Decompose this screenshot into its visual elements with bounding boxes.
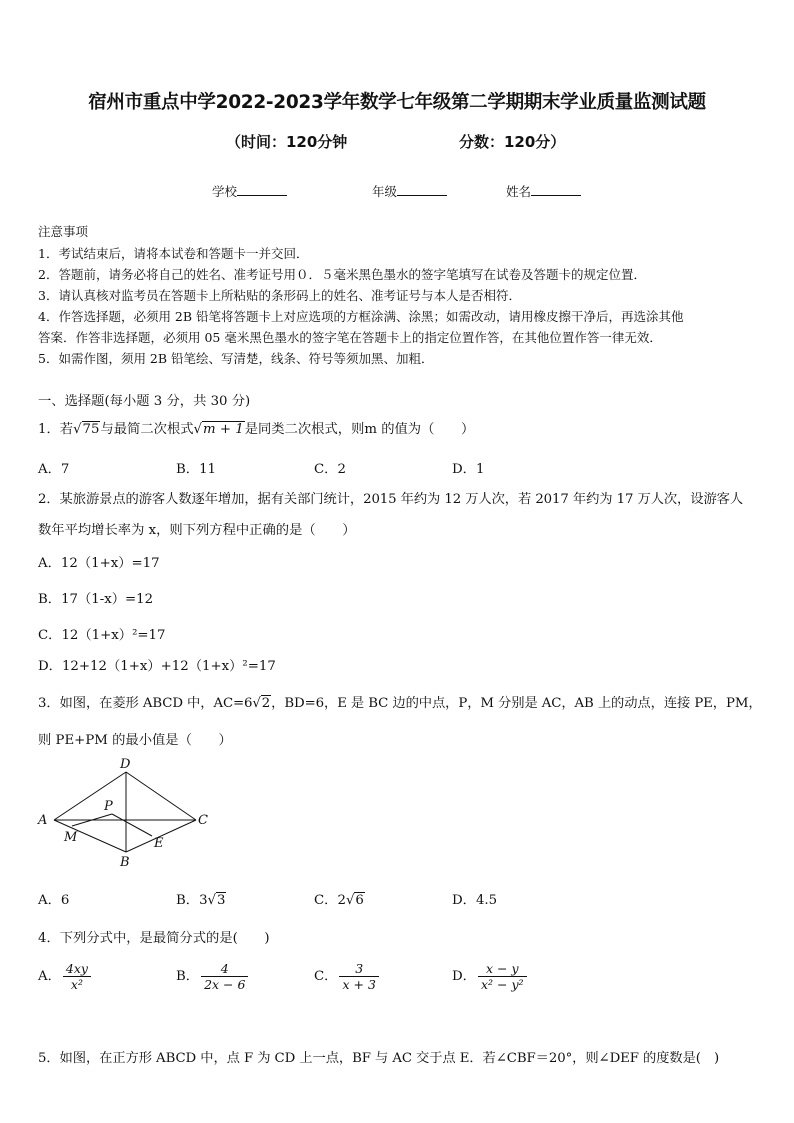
q4-d-label: D． xyxy=(452,969,476,984)
question-3-line-1: 3．如图，在菱形 ABCD 中，AC=6√2，BD=6，E 是 BC 边的中点，P，M 分别是 AC，AB 上的动点，连接 PE，PM， xyxy=(38,696,762,711)
question-3-line-2: 则 PE+PM 的最小值是（ ） xyxy=(38,733,232,748)
q4-a-label: A． xyxy=(38,969,61,984)
q1-option-c[interactable]: C．2 xyxy=(314,462,346,477)
question-5-stem: 5．如图，在正方形 ABCD 中，点 F 为 CD 上一点，BF 与 AC 交于点 E．若∠CBF＝20°，则∠DEF 的度数是( ) xyxy=(38,1051,720,1066)
q1-radicand-2: m + 1 xyxy=(203,422,244,437)
edge-DC xyxy=(126,772,196,820)
label-E: E xyxy=(154,836,164,851)
name-field xyxy=(506,182,581,200)
q3-option-b-label: B．3 xyxy=(176,893,208,908)
q3-text-a: 3．如图，在菱形 ABCD 中，AC=6 xyxy=(38,696,253,711)
grade-label: 年级 xyxy=(372,184,398,199)
question-2-line-1: 2．某旅游景点的游客人数逐年增加，据有关部门统计，2015 年约为 12 万人次，若 2017 年约为 17 万人次，设游客人 xyxy=(38,492,744,507)
q3-option-b[interactable]: B．3√3 xyxy=(176,893,226,908)
q1-prefix: 1．若 xyxy=(38,422,74,437)
label-D: D xyxy=(120,757,131,772)
label-A: A xyxy=(38,813,48,828)
q2-option-d[interactable]: D．12+12（1+x）+12（1+x）²=17 xyxy=(38,659,276,674)
page-title: 宿州市重点中学2022-2023学年数学七年级第二学期期末学业质量监测试题 xyxy=(88,92,706,113)
q3-option-c-label: C．2 xyxy=(314,893,346,908)
note-item: 2．答题前，请务必将自己的姓名、准考证号用０．５毫米黑色墨水的签字笔填写在试卷及答题卡的规定位置． xyxy=(38,267,646,282)
numerator: 4xy xyxy=(63,961,91,977)
note-item: 5．如需作图，须用 2B 铅笔绘、写清楚，线条、符号等须加黑、加粗． xyxy=(38,351,434,366)
question-1-stem: 1．若√75与最简二次根式√m + 1是同类二次根式，则m 的值为（ ） xyxy=(38,422,475,437)
fraction xyxy=(478,961,527,992)
segment-PE xyxy=(112,814,152,836)
school-field xyxy=(212,182,287,200)
label-M: M xyxy=(64,830,78,845)
label-C: C xyxy=(198,813,208,828)
denominator: x + 3 xyxy=(342,977,376,992)
q1-option-d[interactable]: D．1 xyxy=(452,462,485,477)
note-item: 答案．作答非选择题，必须用 05 毫米黑色墨水的签字笔在答题卡上的指定位置作答，在其他位置作答一律无效． xyxy=(38,330,662,345)
name-blank xyxy=(531,183,581,196)
score-info: 分数：120分） xyxy=(459,133,566,151)
q4-option-b[interactable] xyxy=(176,961,250,992)
q1-option-a[interactable]: A．7 xyxy=(38,462,70,477)
q4-b-label: B． xyxy=(176,969,200,984)
note-item: 1．考试结束后，请将本试卷和答题卡一并交回． xyxy=(38,246,309,261)
denominator: 2x − 6 xyxy=(204,977,246,992)
q1-radicand-1: 75 xyxy=(82,422,100,437)
label-P: P xyxy=(104,799,113,814)
denominator: x² xyxy=(70,977,83,992)
q1-option-b[interactable]: B．11 xyxy=(176,462,216,477)
fraction xyxy=(201,961,248,992)
edge-AD xyxy=(54,772,126,820)
q4-option-d[interactable] xyxy=(452,961,529,992)
note-item: 4．作答选择题，必须用 2B 铅笔将答题卡上对应选项的方框涂满、涂黑；如需改动，请用橡皮擦干净后，再选涂其他 xyxy=(38,309,684,324)
question-4-stem: 4．下列分式中，是最简分式的是( ) xyxy=(38,931,270,946)
q2-option-a[interactable]: A．12（1+x）=17 xyxy=(38,556,160,571)
section-heading: 一、选择题(每小题 3 分，共 30 分) xyxy=(38,394,251,409)
denominator: x² − y² xyxy=(480,977,524,992)
numerator: 4 xyxy=(201,961,248,977)
name-label: 姓名 xyxy=(506,184,532,199)
q4-c-label: C． xyxy=(314,969,338,984)
q3-option-c-radicand: 6 xyxy=(355,893,364,908)
question-2-line-2: 数年平均增长率为 x，则下列方程中正确的是（ ） xyxy=(38,523,356,538)
q2-option-b[interactable]: B．17（1-x）=12 xyxy=(38,592,154,607)
grade-blank xyxy=(397,183,447,196)
school-blank xyxy=(237,183,287,196)
fraction xyxy=(63,961,91,992)
numerator: x − y xyxy=(478,961,527,977)
note-item: 3．请认真核对监考员在答题卡上所粘贴的条形码上的姓名、准考证号与本人是否相符． xyxy=(38,288,521,303)
q3-option-a[interactable]: A．6 xyxy=(38,893,70,908)
fraction xyxy=(339,961,378,992)
numerator: 3 xyxy=(339,961,378,977)
q3-option-b-radicand: 3 xyxy=(217,893,226,908)
rhombus-figure xyxy=(34,756,214,868)
q1-mid: 与最简二次根式 xyxy=(100,422,194,437)
q3-option-d[interactable]: D．4.5 xyxy=(452,893,498,908)
q4-option-a[interactable] xyxy=(38,961,93,992)
q4-option-c[interactable] xyxy=(314,961,381,992)
grade-field xyxy=(372,182,447,200)
q1-suffix: 是同类二次根式，则m 的值为（ ） xyxy=(244,422,475,437)
school-label: 学校 xyxy=(212,184,238,199)
q3-text-b: ，BD=6，E 是 BC 边的中点，P，M 分别是 AC，AB 上的动点，连接 PE，PM， xyxy=(271,696,762,711)
time-info: （时间：120分钟 xyxy=(226,133,348,151)
label-B: B xyxy=(120,855,130,868)
q2-option-c[interactable]: C．12（1+x）²=17 xyxy=(38,628,166,643)
q3-option-c[interactable]: C．2√6 xyxy=(314,893,364,908)
notes-heading: 注意事项 xyxy=(38,224,89,239)
q3-radicand: 2 xyxy=(261,696,271,711)
